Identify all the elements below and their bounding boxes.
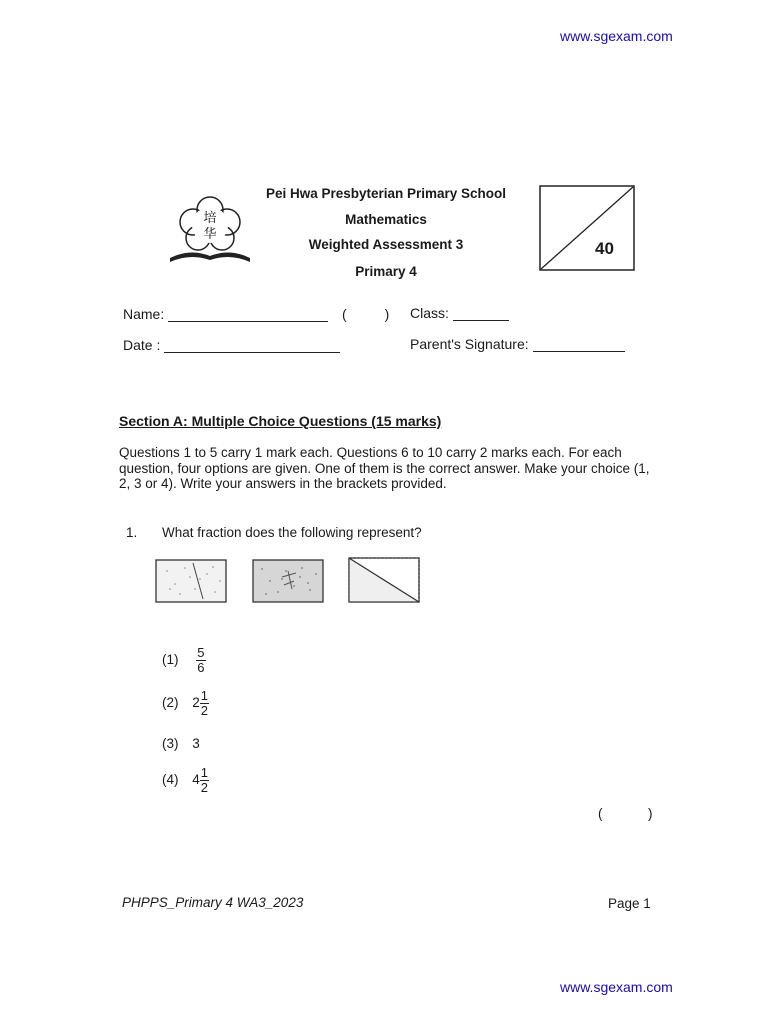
- register-paren-open: (: [342, 306, 347, 322]
- question-text: What fraction does the following represent?: [162, 525, 422, 540]
- footer-page-number: Page 1: [608, 896, 651, 911]
- option-1-denominator: 6: [197, 660, 205, 675]
- option-2-fraction: [200, 689, 209, 718]
- site-link-top[interactable]: www.sgexam.com: [560, 28, 673, 44]
- class-label: Class:: [410, 305, 449, 321]
- signature-input-line[interactable]: [533, 339, 625, 352]
- figure-shaded-rectangle-2: [252, 559, 324, 603]
- date-input-line[interactable]: [164, 340, 340, 353]
- option-2-whole: 2: [192, 695, 200, 711]
- assessment-title: Weighted Assessment 3: [308, 237, 464, 252]
- marks-box: [539, 185, 635, 271]
- option-2[interactable]: [162, 689, 209, 718]
- site-link-bottom[interactable]: www.sgexam.com: [560, 979, 673, 995]
- total-marks: 40: [595, 239, 614, 258]
- option-4-denominator: 2: [200, 780, 209, 795]
- option-1-numerator: 5: [197, 645, 205, 660]
- answer-paren-open: (: [598, 806, 603, 821]
- section-title: Section A: Multiple Choice Questions (15 marks): [119, 413, 442, 429]
- level-title: Primary 4: [355, 264, 417, 279]
- figure-shaded-rectangle-1: [155, 559, 227, 603]
- option-2-label: (2): [162, 695, 179, 711]
- option-1[interactable]: [162, 646, 206, 675]
- footer-document-id: PHPPS_Primary 4 WA3_2023: [122, 895, 304, 910]
- answer-box[interactable]: [610, 804, 646, 822]
- school-logo: [165, 190, 255, 270]
- option-2-numerator: 1: [200, 688, 209, 703]
- option-3-whole: 3: [192, 736, 200, 751]
- option-3-label: (3): [162, 736, 179, 751]
- subject-title: Mathematics: [345, 212, 427, 227]
- class-field: [410, 305, 509, 321]
- signature-label: Parent's Signature:: [410, 336, 529, 352]
- option-4-numerator: 1: [200, 765, 209, 780]
- signature-field: [410, 336, 625, 352]
- name-input-line[interactable]: [168, 309, 328, 322]
- option-1-label: (1): [162, 652, 179, 668]
- option-3[interactable]: [162, 736, 200, 751]
- register-paren-close: ): [384, 306, 390, 322]
- option-4-whole: 4: [192, 772, 200, 788]
- figure-half-rectangle: [348, 557, 420, 603]
- option-4-label: (4): [162, 772, 179, 788]
- name-label: Name:: [123, 306, 165, 322]
- option-2-denominator: 2: [200, 703, 209, 718]
- logo-text-bottom: 华: [203, 227, 217, 242]
- logo-text-top: 培: [203, 211, 217, 226]
- section-instructions: Questions 1 to 5 carry 1 mark each. Questions 6 to 10 carry 2 marks each. For each question, four options are given. One of them is the correct answer. Make your choice (1, 2, 3 or 4). Write your answers in the brackets provided.: [119, 445, 650, 491]
- option-4[interactable]: [162, 766, 209, 795]
- option-1-fraction: [196, 646, 205, 675]
- option-4-fraction: [200, 766, 209, 795]
- answer-paren-close: ): [648, 806, 653, 821]
- date-label: Date :: [123, 337, 161, 353]
- name-field: [123, 306, 389, 322]
- question-number: 1.: [126, 525, 138, 540]
- date-field: [123, 337, 340, 353]
- class-input-line[interactable]: [453, 308, 509, 321]
- school-name: Pei Hwa Presbyterian Primary School: [265, 186, 507, 201]
